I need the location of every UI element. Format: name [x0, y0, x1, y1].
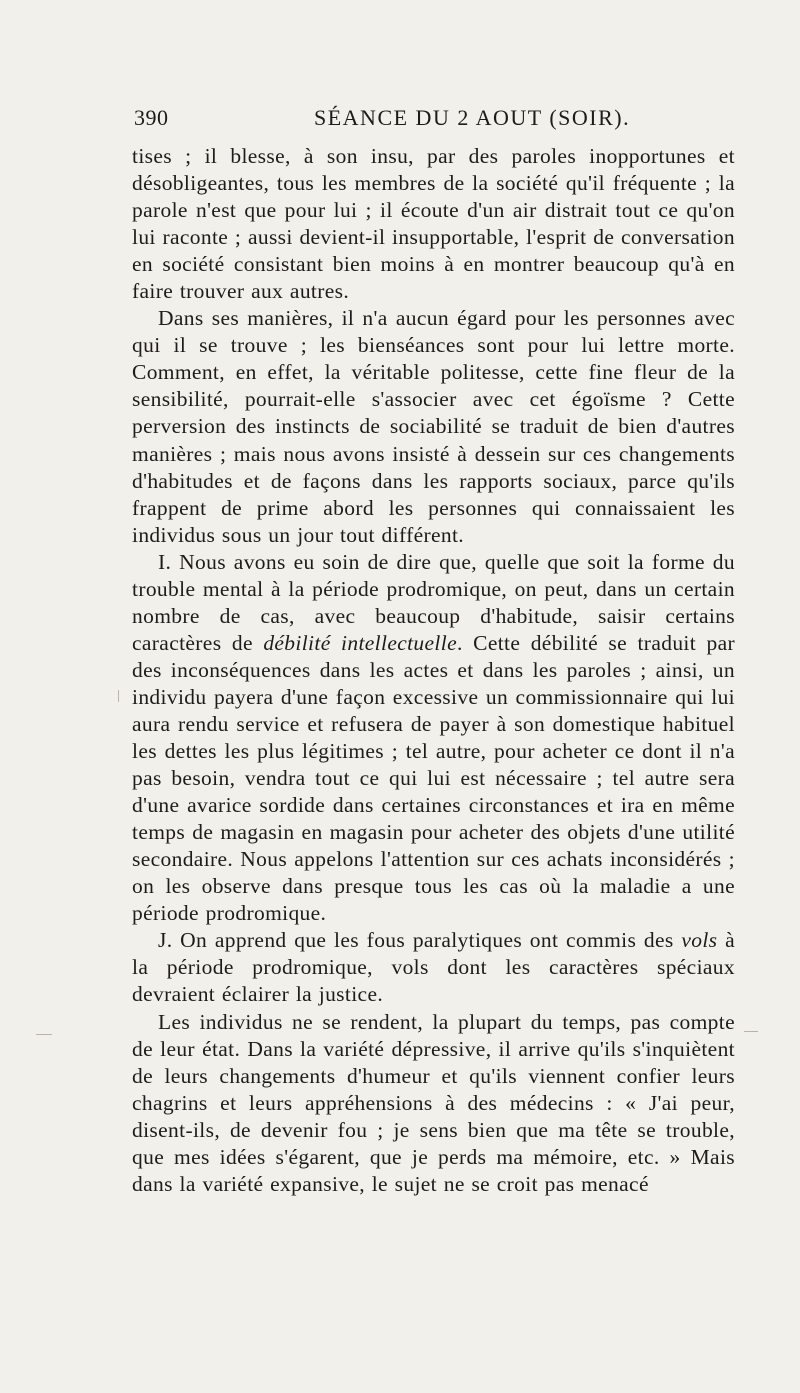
paragraph-debilite-lead: I. Nous avons eu soin de dire que, quelle que soit la forme du trouble mental à la période prodromique, on peut, dans un certain nombre de cas, avec beaucoup d'habitude, saisir certains caractères de	[132, 549, 735, 655]
page-header	[134, 105, 734, 137]
paragraph-etat: Les individus ne se rendent, la plupart du temps, pas compte de leur état. Dans la variété dépressive, il arrive qu'ils s'inquiètent de leurs changements d'humeur et qu'ils viennent confier leurs chagrins et leurs appréhensions à des médecins : « J'ai peur, disent-ils, de devenir fou ; je sens bien que ma tête se trouble, que mes idées s'égarent, que je perds ma mémoire, etc. » Mais dans la variété expansive, le sujet ne se croit pas menacé	[132, 1009, 735, 1196]
paragraph-debilite	[132, 549, 735, 928]
page-number: 390	[134, 105, 169, 130]
margin-mark	[36, 1034, 52, 1035]
paragraph-debilite-rest: . Cette débilité se traduit par des inconséquences dans les actes et dans les paroles ; ainsi, un individu payera d'une façon excessive un commissionnaire qui lui aura rendu service et refusera de payer à son domestique habituel les dettes les plus légitimes ; tel autre, pour acheter ce dont il n'a pas besoin, vendra tout ce qui lui est nécessaire ; tel autre sera d'une avarice sordide dans certaines circonstances et ira en même temps de magasin en magasin pour acheter des objets d'une utilité secondaire. Nous appelons l'attention sur ces achats inconsidérés ; on les observe dans presque tous les cas où la maladie a une période prodromique.	[132, 630, 736, 926]
margin-mark	[744, 1031, 758, 1032]
paragraph-vols-rest: à la période prodromique, vols dont les caractères spéciaux devraient éclairer la justice.	[132, 928, 735, 1007]
running-head: SÉANCE DU 2 AOUT (SOIR).	[314, 105, 631, 130]
paragraph-continuation: tises ; il blesse, à son insu, par des paroles inopportunes et désobligeantes, tous les membres de la société qu'il fréquente ; la parole n'est que pour lui ; il écoute d'un air distrait tout ce qu'on lui raconte ; aussi devient-il insupportable, l'esprit de conversation en société consistant bien moins à en montrer beaucoup qu'à en faire trouver aux autres.	[132, 144, 735, 304]
paragraph-vols-lead: J. On apprend que les fous paralytiques ont commis des	[158, 928, 682, 953]
italic-term-debilite: débilité intellectuelle	[263, 630, 457, 655]
paragraph-manners: Dans ses manières, il n'a aucun égard pour les personnes avec qui il se trouve ; les bienséances sont pour lui lettre morte. Comment, en effet, la véritable politesse, cette fine fleur de la sensibilité, pourrait-elle s'associer avec cet égoïsme ? Cette perversion des instincts de sociabilité se traduit de bien d'autres manières ; mais nous avons insisté à dessein sur ces changements d'habitudes et de façons dans les rapports sociaux, parce qu'ils frappent de prime abord les personnes qui connaissaient les individus sous un jour tout différent.	[132, 306, 735, 547]
margin-tick	[118, 690, 119, 702]
italic-term-vols: vols	[681, 928, 718, 953]
paragraph-vols	[132, 927, 735, 1008]
body-text	[132, 143, 735, 1198]
